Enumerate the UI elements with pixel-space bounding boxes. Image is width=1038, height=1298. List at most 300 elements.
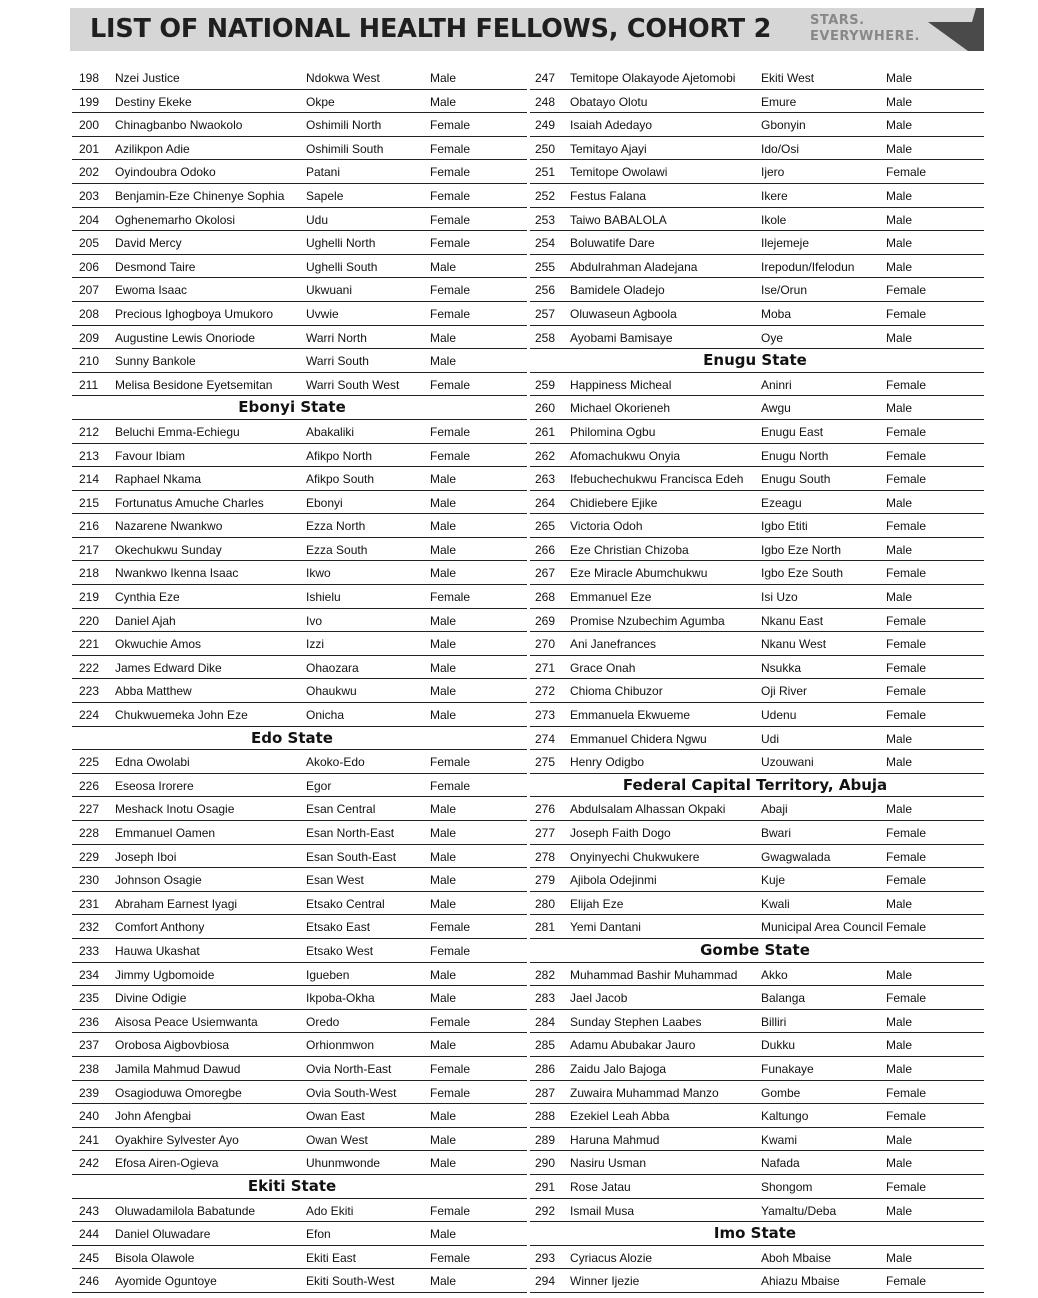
fellow-gender: Female: [430, 236, 471, 251]
fellow-lga: Ilejemeje: [761, 236, 810, 251]
fellow-lga: Igbo Etiti: [761, 519, 808, 534]
fellow-lga: Ohaukwu: [306, 684, 357, 699]
fellow-number: 267: [535, 566, 556, 581]
fellow-lga: Funakaye: [761, 1061, 814, 1076]
fellow-gender: Female: [886, 991, 927, 1006]
fellow-gender: Male: [430, 660, 457, 675]
fellow-lga: Ovia North-East: [306, 1061, 392, 1076]
state-name: Imo State: [713, 1224, 797, 1243]
fellow-gender: Male: [430, 613, 457, 628]
fellow-name: Meshack Inotu Osagie: [115, 802, 235, 817]
fellow-lga: Ezza South: [306, 542, 368, 557]
fellow-gender: Female: [430, 377, 471, 392]
fellow-row: [530, 302, 984, 326]
fellow-row: [530, 797, 984, 821]
fellow-lga: Nkanu West: [761, 637, 827, 652]
fellow-number: 207: [79, 283, 100, 298]
fellow-lga: Warri North: [306, 330, 367, 345]
fellow-gender: Female: [430, 188, 471, 203]
fellow-name: Ewoma Isaac: [115, 283, 188, 298]
fellow-name: Beluchi Emma-Echiegu: [115, 424, 240, 439]
fellow-gender: Male: [430, 94, 457, 109]
fellow-number: 289: [535, 1132, 556, 1147]
fellow-lga: Ikwo: [306, 566, 331, 581]
fellow-name: Abdulrahman Aladejana: [570, 259, 698, 274]
fellow-number: 235: [79, 991, 100, 1006]
fellow-row: [530, 255, 984, 279]
fellow-row: [72, 585, 527, 609]
fellow-name: David Mercy: [115, 236, 182, 251]
fellow-number: 245: [79, 1250, 100, 1265]
fellow-lga: Aboh Mbaise: [761, 1250, 832, 1265]
fellow-number: 263: [535, 472, 556, 487]
fellow-gender: Male: [886, 1250, 913, 1265]
fellow-gender: Female: [430, 943, 471, 958]
fellow-name: Oghenemarho Okolosi: [115, 212, 236, 227]
fellow-number: 228: [79, 826, 100, 840]
fellow-name: Ismail Musa: [570, 1203, 635, 1218]
fellow-lga: Ekiti West: [761, 71, 815, 85]
fellow-lga: Sapele: [306, 188, 344, 203]
fellow-row: [530, 561, 984, 585]
fellow-row: [72, 632, 527, 656]
fellow-gender: Female: [886, 849, 927, 864]
fellow-row: [530, 915, 984, 939]
fellow-gender: Male: [886, 94, 913, 109]
fellow-gender: Female: [886, 472, 927, 487]
fellow-lga: Bwari: [761, 826, 792, 840]
fellow-lga: Yamaltu/Deba: [761, 1203, 837, 1218]
fellow-lga: Nsukka: [761, 660, 802, 675]
fellow-lga: Udu: [306, 212, 329, 227]
fellow-row: [72, 1033, 527, 1057]
fellow-gender: Male: [430, 495, 457, 510]
fellow-name: Johnson Osagie: [115, 873, 202, 888]
fellow-name: Daniel Ajah: [115, 613, 176, 628]
fellow-row: [72, 231, 527, 255]
fellow-gender: Male: [430, 826, 457, 840]
fellow-lga: Ahiazu Mbaise: [761, 1274, 840, 1289]
fellow-number: 280: [535, 896, 556, 911]
fellow-row: [72, 160, 527, 184]
fellow-name: Chioma Chibuzor: [570, 684, 663, 699]
fellow-name: Emmanuel Chidera Ngwu: [570, 731, 707, 746]
fellow-number: 239: [79, 1085, 100, 1100]
fellow-gender: Male: [886, 731, 913, 746]
fellow-row: [72, 90, 527, 114]
fellow-row: [72, 1104, 527, 1128]
fellow-lga: Ovia South-West: [306, 1085, 397, 1100]
fellow-row: [530, 66, 984, 90]
fellow-name: Grace Onah: [570, 660, 636, 675]
fellow-lga: Oye: [761, 330, 784, 345]
fellow-name: Oluwaseun Agboola: [570, 306, 677, 321]
fellow-row: [72, 444, 527, 468]
fellow-number: 223: [79, 684, 100, 699]
fellow-lga: Abaji: [761, 802, 788, 817]
fellow-row: [530, 326, 984, 350]
fellow-lga: Patani: [306, 165, 341, 180]
fellow-row: [72, 609, 527, 633]
fellow-name: Fortunatus Amuche Charles: [115, 495, 264, 510]
fellow-row: [72, 420, 527, 444]
fellow-name: Osagioduwa Omoregbe: [115, 1085, 242, 1100]
fellow-name: Victoria Odoh: [570, 519, 643, 534]
fellow-lga: Nafada: [761, 1156, 800, 1171]
fellow-number: 232: [79, 920, 100, 935]
fellow-lga: Kuje: [761, 873, 786, 888]
fellow-name: Daniel Oluwadare: [115, 1227, 211, 1242]
state-name: Enugu State: [703, 351, 807, 370]
fellow-name: Nazarene Nwankwo: [115, 519, 223, 534]
fellow-gender: Male: [886, 71, 913, 85]
fellow-gender: Male: [886, 141, 913, 156]
fellow-row: [530, 703, 984, 727]
fellow-number: 236: [79, 1014, 100, 1029]
fellow-number: 208: [79, 306, 100, 321]
fellow-gender: Male: [886, 259, 913, 274]
fellow-row: [72, 66, 527, 90]
fellow-name: Emmanuel Eze: [570, 590, 652, 605]
fellow-row: [530, 1199, 984, 1223]
fellow-row: [530, 420, 984, 444]
fellow-lga: Udenu: [761, 708, 797, 723]
fellow-name: Precious Ighogboya Umukoro: [115, 306, 274, 321]
fellow-name: Cynthia Eze: [115, 590, 180, 605]
fellow-number: 216: [79, 519, 100, 534]
fellow-number: 243: [79, 1203, 100, 1218]
fellow-gender: Male: [430, 330, 457, 345]
fellow-name: Zuwaira Muhammad Manzo: [570, 1085, 719, 1100]
fellow-row: [530, 396, 984, 420]
fellow-row: [72, 467, 527, 491]
fellow-lga: Oredo: [306, 1014, 340, 1029]
fellow-row: [72, 750, 527, 774]
fellow-lga: Gwagwalada: [761, 849, 831, 864]
fellow-lga: Billiri: [761, 1014, 787, 1029]
fellow-lga: Ezza North: [306, 519, 366, 534]
fellow-gender: Female: [430, 448, 471, 463]
fellow-name: Ayobami Bamisaye: [570, 330, 673, 345]
fellow-row: [530, 609, 984, 633]
fellow-lga: Afikpo North: [306, 448, 373, 463]
fellow-lga: Igueben: [306, 967, 350, 982]
fellow-gender: Female: [430, 118, 471, 133]
fellow-row: [72, 1246, 527, 1270]
fellow-name: Winner Ijezie: [570, 1274, 640, 1289]
fellow-lga: Owan West: [306, 1132, 368, 1147]
fellow-row: [72, 797, 527, 821]
fellow-row: [530, 467, 984, 491]
fellow-row: [72, 1222, 527, 1246]
fellow-lga: Egor: [306, 778, 332, 793]
fellow-row: [530, 750, 984, 774]
fellow-number: 212: [79, 424, 100, 439]
fellow-row: [72, 491, 527, 515]
fellow-row: [72, 1081, 527, 1105]
fellow-name: Afomachukwu Onyia: [570, 448, 681, 463]
fellow-number: 285: [535, 1038, 556, 1053]
fellow-number: 251: [535, 165, 556, 180]
fellow-gender: Male: [886, 755, 913, 770]
fellow-number: 274: [535, 731, 556, 746]
fellow-name: Obatayo Olotu: [570, 94, 648, 109]
fellow-gender: Male: [430, 684, 457, 699]
fellow-gender: Female: [886, 660, 927, 675]
fellow-name: Happiness Micheal: [570, 377, 672, 392]
fellow-number: 293: [535, 1250, 556, 1265]
fellow-gender: Female: [430, 141, 471, 156]
fellow-name: Boluwatife Dare: [570, 236, 655, 251]
fellow-number: 266: [535, 542, 556, 557]
fellow-row: [530, 1128, 984, 1152]
fellow-lga: Irepodun/Ifelodun: [761, 259, 855, 274]
fellow-name: Philomina Ogbu: [570, 424, 656, 439]
state-name: Ebonyi State: [238, 398, 346, 417]
fellow-number: 200: [79, 118, 100, 133]
fellow-lga: Ido/Osi: [761, 141, 800, 156]
fellow-gender: Female: [886, 1085, 927, 1100]
page-header: [70, 8, 984, 51]
fellow-lga: Ohaozara: [306, 660, 359, 675]
fellow-gender: Male: [886, 401, 913, 416]
fellow-number: 294: [535, 1274, 556, 1289]
fellow-row: [72, 113, 527, 137]
fellow-name: Abdulsalam Alhassan Okpaki: [570, 802, 726, 817]
fellow-name: Cyriacus Alozie: [570, 1250, 653, 1265]
fellow-lga: Ise/Orun: [761, 283, 808, 298]
fellow-lga: Orhionmwon: [306, 1038, 375, 1053]
fellow-row: [72, 703, 527, 727]
fellow-row: [72, 137, 527, 161]
fellow-gender: Female: [886, 448, 927, 463]
fellow-number: 201: [79, 141, 100, 156]
fellow-gender: Female: [886, 1274, 927, 1289]
fellow-number: 242: [79, 1156, 100, 1171]
fellow-lga: Igbo Eze North: [761, 542, 842, 557]
brand-tagline: [810, 13, 920, 45]
fellow-lga: Enugu East: [761, 424, 824, 439]
fellow-number: 213: [79, 448, 100, 463]
fellow-gender: Male: [886, 212, 913, 227]
fellow-name: Yemi Dantani: [570, 920, 641, 935]
fellow-name: Nzei Justice: [115, 71, 180, 85]
state-heading: [72, 396, 527, 420]
fellow-row: [530, 373, 984, 397]
fellow-gender: Female: [886, 165, 927, 180]
fellow-lga: Afikpo South: [306, 472, 375, 487]
fellow-row: [72, 915, 527, 939]
fellow-lga: Izzi: [306, 637, 324, 652]
fellow-gender: Male: [430, 566, 457, 581]
fellow-lga: Enugu North: [761, 448, 829, 463]
fellow-gender: Male: [430, 1038, 457, 1053]
fellow-number: 262: [535, 448, 556, 463]
fellow-number: 284: [535, 1014, 556, 1029]
fellow-row: [530, 514, 984, 538]
fellow-number: 248: [535, 94, 556, 109]
fellow-name: Edna Owolabi: [115, 755, 190, 770]
fellow-gender: Male: [886, 1132, 913, 1147]
fellow-lga: Etsako Central: [306, 896, 385, 911]
fellow-gender: Male: [430, 1156, 457, 1171]
fellow-number: 272: [535, 684, 556, 699]
fellow-lga: Gbonyin: [761, 118, 806, 133]
fellow-name: Elijah Eze: [570, 896, 624, 911]
fellow-lga: Ughelli South: [306, 259, 378, 274]
fellow-gender: Male: [430, 519, 457, 534]
fellow-name: Joseph Iboi: [115, 849, 177, 864]
fellow-number: 250: [535, 141, 556, 156]
fellow-gender: Female: [430, 778, 471, 793]
fellow-number: 282: [535, 967, 556, 982]
fellow-name: Benjamin-Eze Chinenye Sophia: [115, 188, 285, 203]
fellow-name: Melisa Besidone Eyetsemitan: [115, 377, 273, 392]
state-name: Edo State: [251, 728, 333, 747]
fellow-number: 203: [79, 188, 100, 203]
fellow-row: [72, 774, 527, 798]
fellow-row: [72, 656, 527, 680]
fellow-name: Bisola Olawole: [115, 1250, 195, 1265]
fellow-name: Temitope Olakayode Ajetomobi: [570, 71, 736, 85]
fellow-name: Zaidu Jalo Bajoga: [570, 1061, 667, 1076]
fellow-name: Orobosa Aigbovbiosa: [115, 1038, 230, 1053]
fellow-gender: Female: [886, 826, 927, 840]
fellow-name: Ani Janefrances: [570, 637, 657, 652]
fellow-number: 265: [535, 519, 556, 534]
fellow-number: 253: [535, 212, 556, 227]
fellow-row: [72, 349, 527, 373]
fellow-row: [72, 302, 527, 326]
fellow-lga: Uvwie: [306, 306, 339, 321]
fellow-lga: Oshimili South: [306, 141, 384, 156]
fellow-row: [530, 231, 984, 255]
brand-line-1: STARS.: [810, 13, 865, 28]
fellow-lga: Ukwuani: [306, 283, 353, 298]
fellow-gender: Female: [886, 306, 927, 321]
fellow-lga: Okpe: [306, 94, 335, 109]
fellow-gender: Female: [886, 283, 927, 298]
fellow-row: [530, 278, 984, 302]
fellow-number: 210: [79, 354, 100, 369]
fellow-gender: Male: [886, 236, 913, 251]
fellow-number: 279: [535, 873, 556, 888]
fellow-lga: Ikole: [761, 212, 787, 227]
fellow-gender: Female: [886, 1109, 927, 1124]
fellow-number: 214: [79, 472, 100, 487]
fellow-lga: Awgu: [761, 401, 791, 416]
fellow-row: [72, 373, 527, 397]
fellow-name: Joseph Faith Dogo: [570, 826, 671, 840]
fellow-row: [72, 679, 527, 703]
fellow-row: [530, 821, 984, 845]
fellow-row: [530, 727, 984, 751]
fellow-number: 259: [535, 377, 556, 392]
fellow-name: Haruna Mahmud: [570, 1132, 660, 1147]
fellow-name: John Afengbai: [115, 1109, 192, 1124]
fellow-gender: Female: [886, 377, 927, 392]
fellow-name: Okechukwu Sunday: [115, 542, 222, 557]
fellow-name: Sunny Bankole: [115, 354, 196, 369]
fellow-number: 218: [79, 566, 100, 581]
fellow-gender: Female: [886, 873, 927, 888]
fellow-gender: Male: [430, 991, 457, 1006]
fellow-number: 215: [79, 495, 100, 510]
fellow-row: [530, 137, 984, 161]
brand-logo-icon: [928, 8, 984, 51]
fellow-row: [72, 1199, 527, 1223]
fellow-number: 226: [79, 778, 100, 793]
fellow-number: 255: [535, 259, 556, 274]
fellow-lga: Aninri: [761, 377, 792, 392]
fellow-gender: Female: [430, 1061, 471, 1076]
fellow-row: [72, 845, 527, 869]
fellow-number: 276: [535, 802, 556, 817]
fellow-lga: Ijero: [761, 165, 785, 180]
fellow-row: [530, 160, 984, 184]
fellow-gender: Male: [886, 590, 913, 605]
fellow-number: 257: [535, 306, 556, 321]
fellow-lga: Oshimili North: [306, 118, 382, 133]
fellow-number: 224: [79, 708, 100, 723]
fellow-name: Raphael Nkama: [115, 472, 202, 487]
fellow-gender: Male: [430, 896, 457, 911]
fellow-name: Okwuchie Amos: [115, 637, 202, 652]
fellow-gender: Female: [886, 637, 927, 652]
fellow-lga: Oji River: [761, 684, 808, 699]
fellow-name: Emmanuela Ekwueme: [570, 708, 691, 723]
fellow-lga: Akoko-Edo: [306, 755, 365, 770]
fellow-name: James Edward Dike: [115, 660, 222, 675]
fellow-row: [530, 184, 984, 208]
fellow-row: [530, 90, 984, 114]
fellow-number: 233: [79, 943, 100, 958]
fellow-name: Temitope Owolawi: [570, 165, 668, 180]
fellow-row: [530, 113, 984, 137]
fellow-row: [72, 561, 527, 585]
fellow-lga: Abakaliki: [306, 424, 355, 439]
fellow-name: Emmanuel Oamen: [115, 826, 216, 840]
fellow-gender: Female: [886, 613, 927, 628]
state-name: Ekiti State: [247, 1176, 337, 1195]
fellow-name: Rose Jatau: [570, 1179, 631, 1194]
fellow-name: Ayomide Oguntoye: [115, 1274, 217, 1289]
fellow-row: [72, 963, 527, 987]
fellow-gender: Male: [886, 330, 913, 345]
fellow-name: Ezekiel Leah Abba: [570, 1109, 670, 1124]
fellow-gender: Female: [430, 920, 471, 935]
fellow-gender: Female: [430, 283, 471, 298]
fellow-gender: Male: [886, 1156, 913, 1171]
fellow-gender: Male: [430, 802, 457, 817]
fellow-gender: Female: [430, 165, 471, 180]
fellow-lga: Etsako East: [306, 920, 371, 935]
fellow-lga: Ughelli North: [306, 236, 376, 251]
fellow-number: 234: [79, 967, 100, 982]
fellow-name: Jamila Mahmud Dawud: [115, 1061, 241, 1076]
fellow-number: 286: [535, 1061, 556, 1076]
fellow-number: 270: [535, 637, 556, 652]
fellow-number: 291: [535, 1179, 556, 1194]
fellow-name: Oyindoubra Odoko: [115, 165, 216, 180]
fellow-lga: Dukku: [761, 1038, 796, 1053]
fellow-name: Abraham Earnest Iyagi: [115, 896, 238, 911]
fellow-number: 252: [535, 188, 556, 203]
fellow-lga: Shongom: [761, 1179, 813, 1194]
fellow-lga: Ekiti South-West: [306, 1274, 395, 1289]
fellow-row: [72, 868, 527, 892]
fellow-row: [530, 845, 984, 869]
